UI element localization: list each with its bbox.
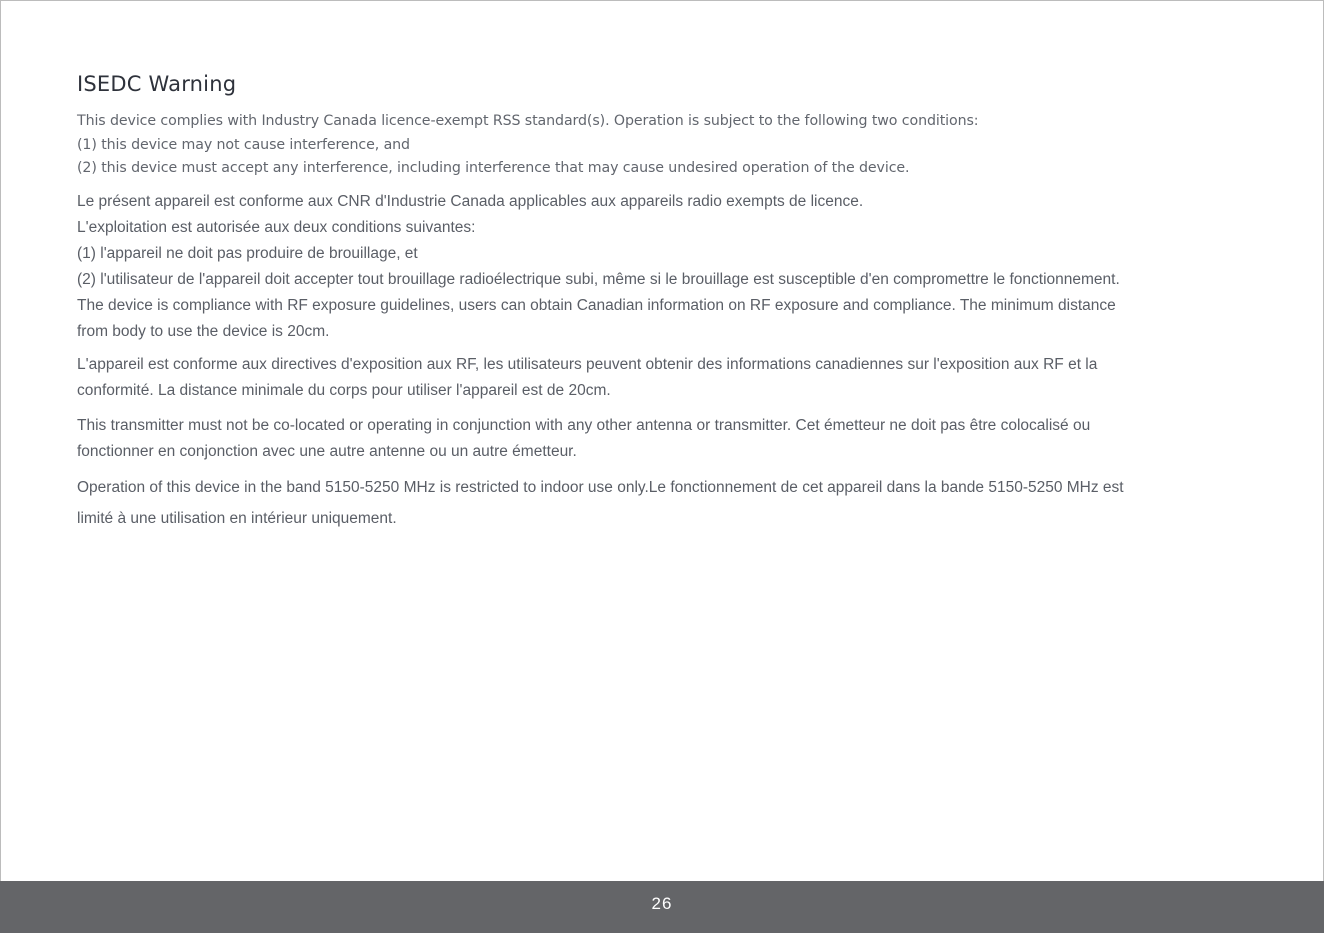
paragraph-line: limité à une utilisation en intérieur uniquement. xyxy=(77,509,397,527)
paragraph-line: fonctionner en conjonction avec une autre antenne ou un autre émetteur. xyxy=(77,442,577,460)
rf-exposure-fr-paragraph xyxy=(77,352,1277,404)
paragraph-line: L'exploitation est autorisée aux deux conditions suivantes: xyxy=(77,218,476,236)
paragraph-line: The device is compliance with RF exposure guidelines, users can obtain Canadian information on RF exposure and compliance. The minimum distance xyxy=(77,296,1116,314)
colocation-paragraph xyxy=(77,413,1277,465)
paragraph-line: (2) l'utilisateur de l'appareil doit accepter tout brouillage radioélectrique subi, même si le brouillage est susceptible d'en compromettre le fonctionnement. xyxy=(77,270,1120,288)
page-title: ISEDC Warning xyxy=(77,72,237,96)
paragraph-line: conformité. La distance minimale du corps pour utiliser l'appareil est de 20cm. xyxy=(77,381,611,399)
conditions-en-paragraph xyxy=(77,110,1277,181)
paragraph-line: Le présent appareil est conforme aux CNR d'Industrie Canada applicables aux appareils radio exempts de licence. xyxy=(77,192,864,210)
page-content xyxy=(77,72,1277,534)
rf-exposure-en-paragraph xyxy=(77,293,1277,345)
paragraph-line: (1) l'appareil ne doit pas produire de brouillage, et xyxy=(77,244,418,262)
paragraph-line: Operation of this device in the band 5150-5250 MHz is restricted to indoor use only.Le fonctionnement de cet appareil dans la bande 5150-5250 MHz est xyxy=(77,478,1124,496)
band-restriction-paragraph xyxy=(77,472,1277,534)
paragraph-line: This device complies with Industry Canada licence-exempt RSS standard(s). Operation is subject to the following two conditions: xyxy=(77,113,979,129)
paragraph-line: from body to use the device is 20cm. xyxy=(77,322,330,340)
conditions-fr-paragraph xyxy=(77,189,1277,293)
page-number: 26 xyxy=(651,894,673,913)
paragraph-line: L'appareil est conforme aux directives d'exposition aux RF, les utilisateurs peuvent obtenir des informations canadiennes sur l'exposition aux RF et la xyxy=(77,355,1098,373)
paragraph-line: (1) this device may not cause interference, and xyxy=(77,136,410,153)
paragraph-line: (2) this device must accept any interference, including interference that may cause undesired operation of the device. xyxy=(77,160,910,176)
paragraph-line: This transmitter must not be co-located or operating in conjunction with any other antenna or transmitter. Cet émetteur ne doit pas être colocalisé ou xyxy=(77,416,1091,434)
